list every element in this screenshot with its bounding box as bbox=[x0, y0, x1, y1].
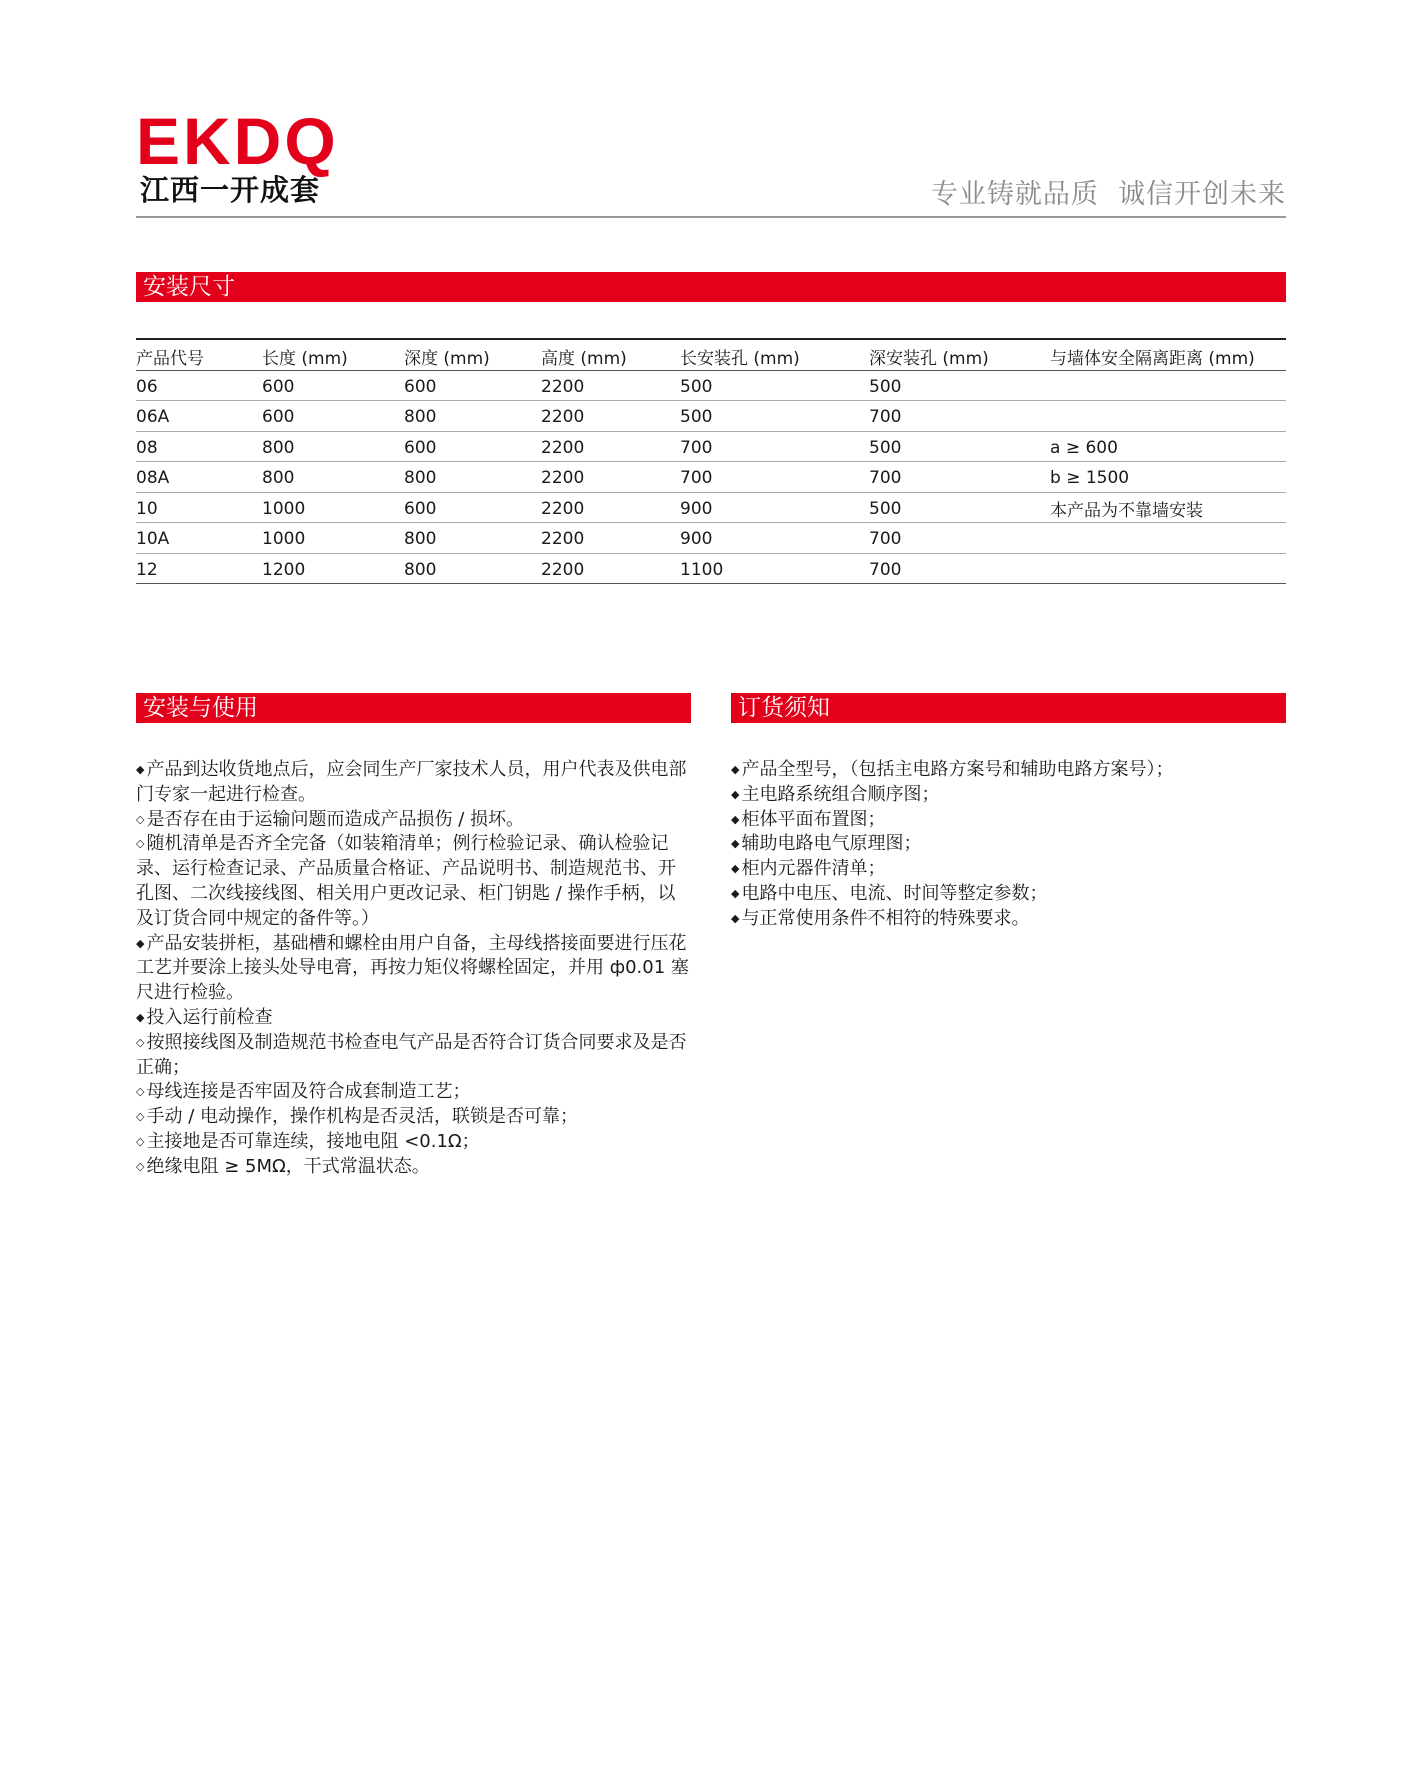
filled-diamond-icon: ◆ bbox=[731, 862, 740, 876]
header-product-code: 产品代号 bbox=[136, 339, 262, 370]
table-cell: 800 bbox=[404, 553, 541, 584]
table-cell: 06A bbox=[136, 401, 262, 432]
table-row bbox=[136, 431, 1286, 462]
list-item-text: 柜体平面布置图； bbox=[741, 808, 886, 830]
table-cell: 600 bbox=[404, 370, 541, 401]
hollow-diamond-icon: ◇ bbox=[136, 1085, 145, 1099]
list-item bbox=[136, 1080, 691, 1105]
list-item bbox=[136, 1006, 691, 1031]
hollow-diamond-icon: ◇ bbox=[136, 837, 145, 851]
section-title-dimensions: 安装尺寸 bbox=[136, 272, 1286, 302]
table-cell: 800 bbox=[262, 431, 404, 462]
table-cell bbox=[1050, 370, 1286, 401]
list-item-text: 母线连接是否牢固及符合成套制造工艺； bbox=[146, 1081, 471, 1103]
list-item-text: 绝缘电阻 ≥ 5MΩ，干式常温状态。 bbox=[146, 1155, 430, 1177]
install-usage-text bbox=[136, 758, 691, 1180]
company-logo bbox=[136, 104, 346, 207]
list-item-text: 主电路系统组合顺序图； bbox=[741, 783, 940, 805]
list-item bbox=[731, 808, 1286, 833]
table-cell: 500 bbox=[680, 401, 869, 432]
list-item-text: 按照接线图及制造规范书检查电气产品是否符合订货合同要求及是否正确； bbox=[136, 1031, 687, 1078]
filled-diamond-icon: ◆ bbox=[731, 812, 740, 826]
list-item-text: 电路中电压、电流、时间等整定参数； bbox=[741, 882, 1048, 904]
table-cell: 700 bbox=[869, 523, 1050, 554]
table-cell: 700 bbox=[869, 401, 1050, 432]
table-cell: 600 bbox=[262, 401, 404, 432]
list-item bbox=[136, 1155, 691, 1180]
table-cell: 700 bbox=[869, 553, 1050, 584]
table-cell: 06 bbox=[136, 370, 262, 401]
table-cell: 900 bbox=[680, 523, 869, 554]
table-cell: 500 bbox=[869, 370, 1050, 401]
table-cell bbox=[1050, 401, 1286, 432]
list-item bbox=[136, 1105, 691, 1130]
table-row bbox=[136, 492, 1286, 523]
table-cell: 2200 bbox=[541, 431, 680, 462]
filled-diamond-icon: ◆ bbox=[731, 886, 740, 900]
table-cell: 2200 bbox=[541, 492, 680, 523]
list-item bbox=[731, 783, 1286, 808]
table-cell: 10A bbox=[136, 523, 262, 554]
table-cell: 2200 bbox=[541, 523, 680, 554]
filled-diamond-icon: ◆ bbox=[731, 763, 740, 776]
table-cell: b ≥ 1500 bbox=[1050, 462, 1286, 493]
list-item-text: 产品全型号，（包括主电路方案号和辅助电路方案号）； bbox=[741, 759, 1174, 780]
filled-diamond-icon: ◆ bbox=[136, 1010, 145, 1024]
table-cell: 2200 bbox=[541, 553, 680, 584]
list-item-text: 主接地是否可靠连续，接地电阻 <0.1Ω； bbox=[146, 1130, 480, 1152]
list-item-text: 是否存在由于运输问题而造成产品损伤 / 损坏。 bbox=[146, 808, 524, 830]
table-cell bbox=[1050, 523, 1286, 554]
table-cell: 900 bbox=[680, 492, 869, 523]
table-cell: 500 bbox=[869, 431, 1050, 462]
list-item bbox=[731, 857, 1286, 882]
filled-diamond-icon: ◆ bbox=[136, 763, 145, 776]
list-item-text: 与正常使用条件不相符的特殊要求。 bbox=[741, 907, 1030, 929]
list-item bbox=[731, 832, 1286, 857]
hollow-diamond-icon: ◇ bbox=[136, 812, 145, 826]
table-cell: 10 bbox=[136, 492, 262, 523]
table-cell: 800 bbox=[262, 462, 404, 493]
table-cell: 1000 bbox=[262, 492, 404, 523]
table-cell: 12 bbox=[136, 553, 262, 584]
header-depth-hole: 深安装孔 (mm) bbox=[869, 339, 1050, 370]
list-item bbox=[136, 1031, 691, 1081]
header-length: 长度 (mm) bbox=[262, 339, 404, 370]
table-cell: 500 bbox=[869, 492, 1050, 523]
section-title-install-usage: 安装与使用 bbox=[136, 693, 691, 723]
list-item-text: 投入运行前检查 bbox=[146, 1006, 273, 1028]
hollow-diamond-icon: ◇ bbox=[136, 1134, 145, 1148]
list-item-text: 随机清单是否齐全完备（如装箱清单；例行检验记录、确认检验记录、运行检查记录、产品质量合格证、产品说明书、制造规范书、开孔图、二次线接线图、相关用户更改记录、柜门钥匙 / 操作手柄，以及订货合同中规定的备件等。） bbox=[136, 833, 676, 929]
table-cell: 2200 bbox=[541, 401, 680, 432]
table-cell: 700 bbox=[680, 462, 869, 493]
table-cell: 08 bbox=[136, 431, 262, 462]
hollow-diamond-icon: ◇ bbox=[136, 1035, 145, 1049]
list-item bbox=[731, 882, 1286, 907]
filled-diamond-icon: ◆ bbox=[731, 911, 740, 925]
table-cell: 600 bbox=[404, 431, 541, 462]
header-height: 高度 (mm) bbox=[541, 339, 680, 370]
filled-diamond-icon: ◆ bbox=[731, 787, 740, 801]
header-divider bbox=[136, 216, 1286, 218]
table-row bbox=[136, 462, 1286, 493]
table-cell: 1000 bbox=[262, 523, 404, 554]
table-cell: 1200 bbox=[262, 553, 404, 584]
ordering-text bbox=[731, 758, 1286, 932]
list-item bbox=[731, 907, 1286, 932]
list-item bbox=[136, 758, 691, 808]
table-cell: a ≥ 600 bbox=[1050, 431, 1286, 462]
header-depth: 深度 (mm) bbox=[404, 339, 541, 370]
table-cell: 800 bbox=[404, 462, 541, 493]
table-cell: 1100 bbox=[680, 553, 869, 584]
hollow-diamond-icon: ◇ bbox=[136, 1110, 145, 1124]
header-length-hole: 长安装孔 (mm) bbox=[680, 339, 869, 370]
header-wall-distance: 与墙体安全隔离距离 (mm) bbox=[1050, 339, 1286, 370]
table-row bbox=[136, 523, 1286, 554]
company-name: 江西一开成套 bbox=[140, 173, 321, 207]
logo-mark: EKDQ bbox=[136, 104, 339, 178]
list-item bbox=[136, 1130, 691, 1155]
list-item-text: 辅助电路电气原理图； bbox=[741, 833, 922, 855]
table-cell: 800 bbox=[404, 401, 541, 432]
list-item bbox=[136, 808, 691, 833]
list-item-text: 产品安装拼柜，基础槽和螺栓由用户自备，主母线搭接面要进行压花工艺并要涂上接头处导电膏，再按力矩仪将螺栓固定，并用 ф0.01 塞尺进行检验。 bbox=[136, 932, 689, 1004]
table-cell: 500 bbox=[680, 370, 869, 401]
list-item-text: 产品到达收货地点后，应会同生产厂家技术人员，用户代表及供电部门专家一起进行检查。 bbox=[136, 759, 687, 805]
dimensions-table bbox=[136, 338, 1286, 584]
hollow-diamond-icon: ◇ bbox=[136, 1159, 145, 1173]
table-cell: 600 bbox=[404, 492, 541, 523]
list-item-text: 柜内元器件清单； bbox=[741, 858, 886, 880]
table-row bbox=[136, 401, 1286, 432]
list-item bbox=[136, 832, 691, 931]
table-header-row bbox=[136, 339, 1286, 370]
section-title-ordering: 订货须知 bbox=[731, 693, 1286, 723]
list-item-text: 手动 / 电动操作，操作机构是否灵活，联锁是否可靠； bbox=[146, 1106, 578, 1128]
table-cell: 2200 bbox=[541, 462, 680, 493]
list-item bbox=[731, 758, 1286, 783]
table-cell: 800 bbox=[404, 523, 541, 554]
slogan: 专业铸就品质 诚信开创未来 bbox=[930, 179, 1286, 210]
table-cell: 本产品为不靠墙安装 bbox=[1050, 492, 1286, 523]
table-cell: 600 bbox=[262, 370, 404, 401]
table-row bbox=[136, 553, 1286, 584]
table-cell: 700 bbox=[869, 462, 1050, 493]
table-row bbox=[136, 370, 1286, 401]
filled-diamond-icon: ◆ bbox=[731, 837, 740, 851]
filled-diamond-icon: ◆ bbox=[136, 936, 145, 950]
table-cell bbox=[1050, 553, 1286, 584]
table-cell: 700 bbox=[680, 431, 869, 462]
table-cell: 2200 bbox=[541, 370, 680, 401]
list-item bbox=[136, 932, 691, 1006]
table-cell: 08A bbox=[136, 462, 262, 493]
